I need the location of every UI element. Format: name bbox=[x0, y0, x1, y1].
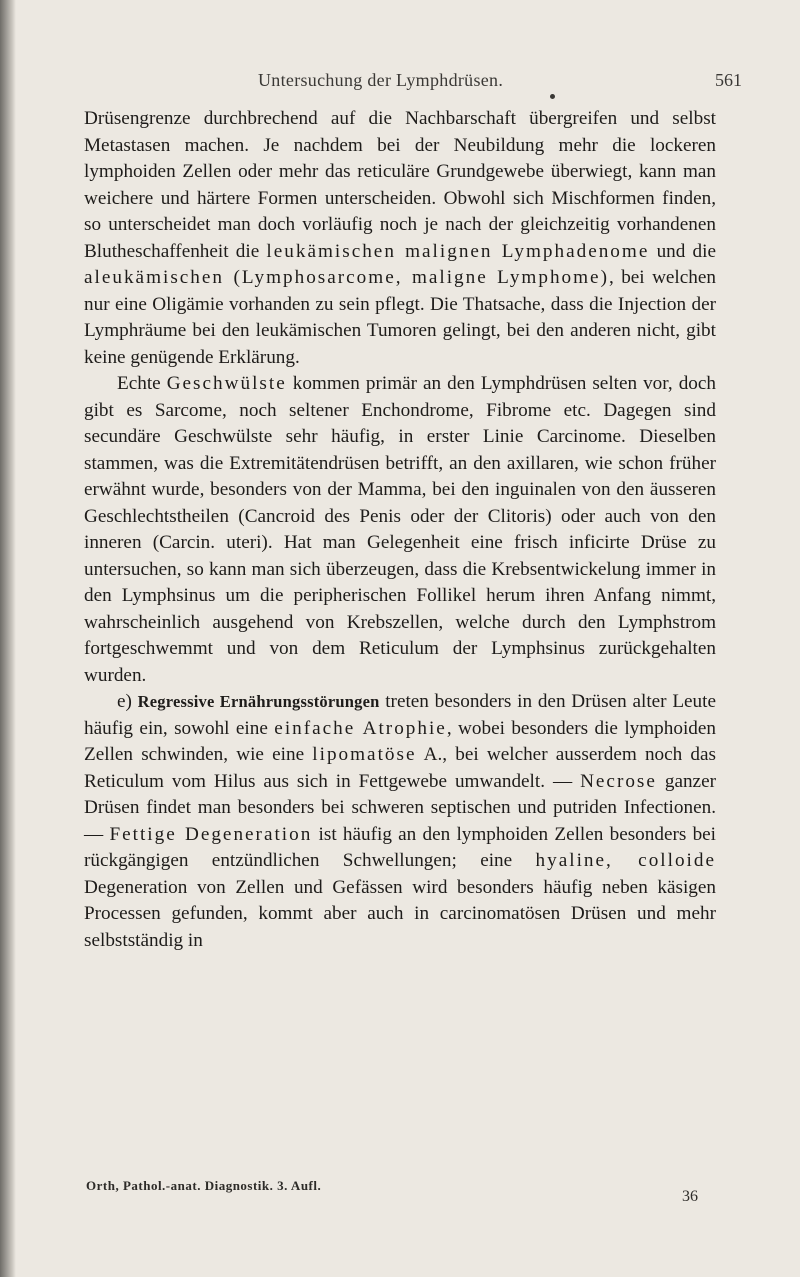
paragraph-p2 bbox=[84, 371, 716, 689]
text-run: , wobei besonders die lymphoiden Zellen schwinden, wie eine bbox=[84, 717, 716, 765]
printer-dot-mark bbox=[550, 94, 555, 99]
paragraph-p1 bbox=[84, 106, 716, 371]
text-run: treten besonders in den Drüsen alter Leute häufig ein, sowohl eine bbox=[84, 691, 716, 739]
page-header bbox=[0, 62, 800, 92]
text-run: Echte bbox=[117, 373, 167, 394]
emphasized-term: leukämischen malignen Lymphadenome bbox=[266, 240, 650, 262]
text-run: Drüsengrenze durchbrechend auf die Nachbarschaft übergreifen und selbst Metastasen machen. Je nachdem bei der Neubildung mehr die lockeren lymphoiden Zellen oder mehr das reticuläre Grundgewebe überwiegt, kann man weichere und härtere Formen unterscheiden. Obwohl sich Mischformen finden, so unterscheidet man doch vorläufig noch je nach der gleichzeitig vorhandenen Blutheschaffenheit die bbox=[84, 108, 716, 262]
signature-mark: 36 bbox=[682, 1188, 698, 1205]
page-footer bbox=[0, 1178, 800, 1212]
emphasized-term: einfache Atrophie bbox=[274, 717, 447, 739]
emphasized-term: Fettige Degeneration bbox=[109, 823, 313, 845]
emphasized-term: hyaline, colloide bbox=[535, 850, 716, 871]
paragraph-p3 bbox=[84, 689, 716, 954]
emphasized-term: Necrose bbox=[580, 770, 657, 792]
emphasized-term: lipomatöse bbox=[312, 744, 417, 765]
text-run: Degeneration von Zellen und Gefässen wird besonders häufig neben käsigen Processen gefunden, kommt aber auch in carcinomatösen Drüsen und mehr selbstständig in bbox=[84, 876, 716, 951]
text-run: A., bei welcher ausserdem noch das Reticulum vom Hilus aus sich in Fettgewebe umwandelt. — bbox=[84, 744, 717, 792]
running-head: Untersuchung der Lymphdrüsen. bbox=[258, 70, 504, 90]
emphasized-term: Geschwülste bbox=[166, 373, 287, 394]
footer-citation: Orth, Pathol.-anat. Diagnostik. 3. Aufl. bbox=[86, 1178, 322, 1193]
text-run: , bei welchen nur eine Oligämie vorhanden zu sein pflegt. Die Thatsache, dass die Injection der Lymphräume bei den leukämischen Tumoren gelingt, bei den anderen nicht, gibt keine genügende Erklärung. bbox=[84, 267, 716, 368]
text-run: ist häufig an den lymphoiden Zellen besonders bei rückgängigen entzündlichen Schwellungen; eine bbox=[84, 823, 717, 871]
body-text bbox=[84, 106, 716, 954]
section-heading: Regressive Ernährungsstörungen bbox=[137, 692, 380, 711]
text-run: e) bbox=[117, 691, 138, 712]
text-run: und die bbox=[649, 240, 716, 262]
emphasized-term: aleukämischen (Lymphosarcome, maligne Lymphome) bbox=[84, 267, 609, 288]
text-run: kommen primär an den Lymphdrüsen selten vor, doch gibt es Sarcome, noch seltener Enchondrome, Fibrome etc. Dagegen sind secundäre Geschwülste sehr häufig, in erster Linie Carcinome. Dieselben stammen, was die Extremitätendrüsen betrifft, an den axillaren, wie schon früher erwähnt wurde, besonders von der Mamma, bei den inguinalen von den äusseren Geschlechtstheilen (Cancroid des Penis oder der Clitoris) oder auch von den inneren (Carcin. uteri). Hat man Gelegenheit eine frisch inficirte Drüse zu untersuchen, so kann man sich überzeugen, dass die Krebsentwickelung immer in den Lymphsinus um die peripherischen Follikel herum ihren Anfang nimmt, wahrscheinlich ausgehend von Krebszellen, welche durch den Lymphstrom fortgeschwemmt und von dem Reticulum der Lymphsinus zurückgehalten wurden. bbox=[84, 373, 716, 686]
page-number: 561 bbox=[715, 70, 742, 90]
text-run: ganzer Drüsen findet man besonders bei schweren septischen und putriden Infectionen. — bbox=[84, 770, 716, 845]
